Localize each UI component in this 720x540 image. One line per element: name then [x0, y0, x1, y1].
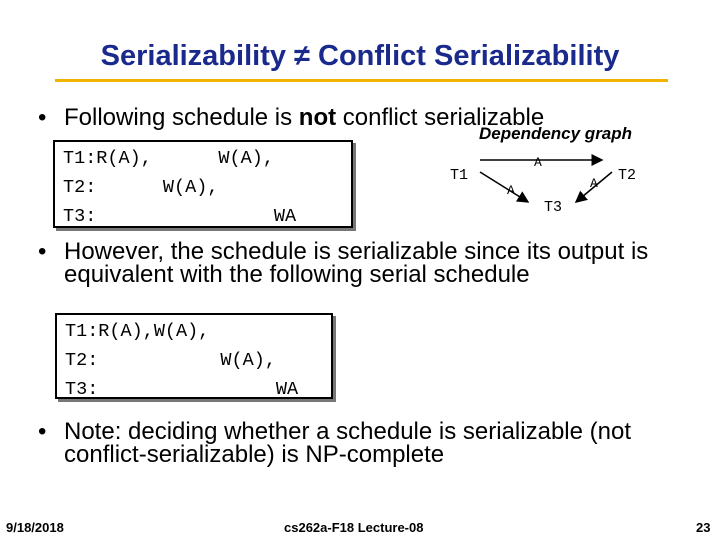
- node-t3: T3: [544, 199, 563, 216]
- footer-course: cs262a-F18 Lecture-08: [284, 520, 424, 535]
- edge-label-t1-t2: A: [534, 155, 542, 170]
- schedule-1-t1: T1:R(A), W(A),: [63, 148, 274, 169]
- bullet-3-line-2: conflict-serializable) is NP-complete: [64, 441, 445, 468]
- bullet-2-line-1: However, the schedule is serializable since its output is: [64, 238, 649, 265]
- schedule-1-t2: T2: W(A),: [63, 177, 219, 198]
- dependency-graph-label: Dependency graph: [479, 124, 633, 143]
- footer-date: 9/18/2018: [6, 520, 64, 535]
- dependency-graph: [440, 140, 680, 230]
- schedule-box-2: [55, 313, 333, 399]
- title-underline: [55, 79, 668, 82]
- footer-page-number: 23: [696, 520, 711, 535]
- schedule-2-t2: T2: W(A),: [65, 350, 276, 371]
- bullet-marker: •: [38, 238, 47, 265]
- bullet-1: [38, 104, 545, 131]
- bullet-1-prefix: Following schedule is: [64, 104, 299, 131]
- edge-label-t2-t3: A: [590, 176, 598, 191]
- bullet-3-line-1: Note: deciding whether a schedule is serializable (not: [64, 418, 631, 445]
- bullet-1-bold: not: [298, 104, 337, 131]
- schedule-2-t1: T1:R(A),W(A),: [65, 321, 210, 342]
- edge-label-t1-t3: A: [507, 183, 515, 198]
- bullet-3: [38, 418, 631, 468]
- node-t1: T1: [450, 167, 469, 184]
- slide-title: Serializability ≠ Conflict Serializability: [100, 40, 620, 72]
- edge-t1-t3: [480, 172, 528, 202]
- bullet-marker: •: [38, 418, 47, 445]
- schedule-1-t3: T3: WA: [63, 206, 297, 227]
- bullet-2: [38, 238, 649, 288]
- bullet-marker: •: [38, 104, 47, 131]
- bullet-1-suffix: conflict serializable: [336, 104, 545, 131]
- schedule-2-t3: T3: WA: [65, 379, 299, 400]
- schedule-box-1: [53, 140, 353, 228]
- bullet-2-line-2: equivalent with the following serial schedule: [64, 261, 530, 288]
- node-t2: T2: [618, 167, 637, 184]
